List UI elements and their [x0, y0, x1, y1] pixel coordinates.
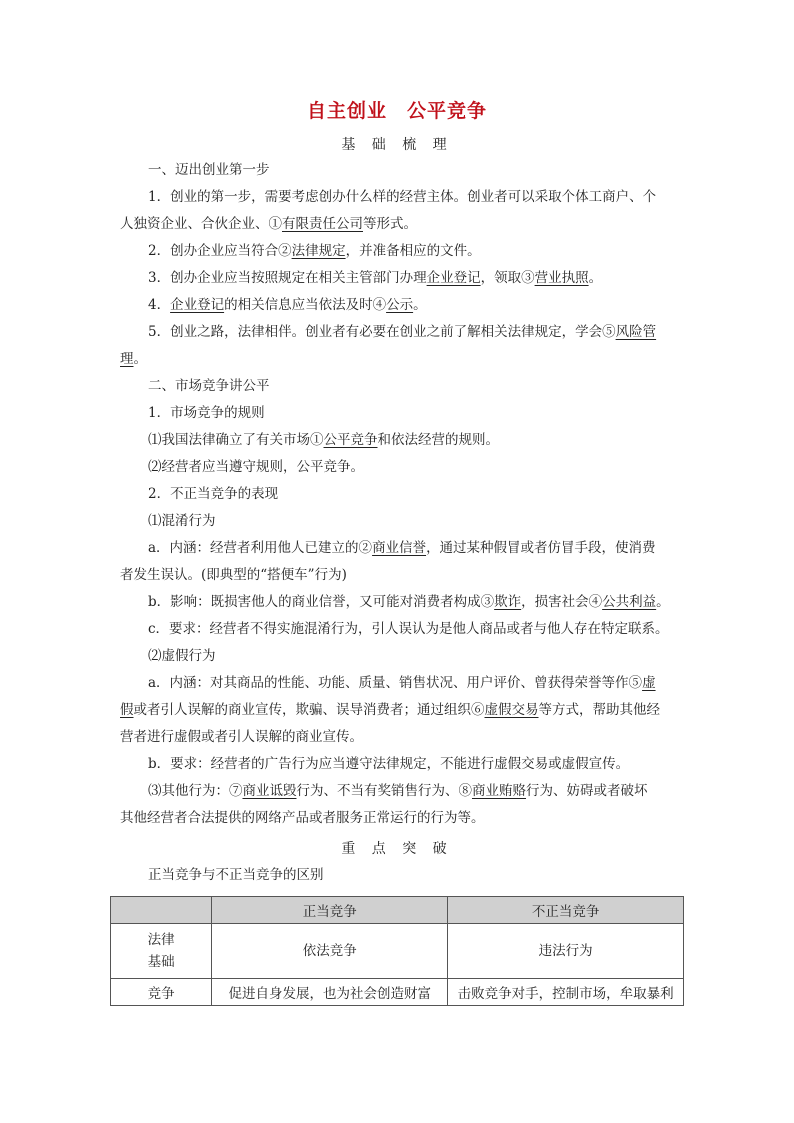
part1-item1-line1: 1．创业的第一步，需要考虑创办什么样的经营主体。创业者可以采取个体工商户、个: [148, 189, 657, 205]
part2-rule2: ⑵经营者应当遵守规则，公平竞争。: [148, 459, 364, 475]
document-title: 自主创业 公平竞争: [306, 100, 487, 122]
answer-blank: 商业贿赂: [472, 783, 526, 799]
table-cell: 依法竞争: [212, 924, 448, 979]
part2-unfair-heading: 2．不正当竞争的表现: [148, 486, 279, 502]
false-definition-line1: a．内涵：对其商品的性能、功能、质量、销售状况、用户评价、曾获得荣誉等作⑤虚: [148, 675, 656, 691]
table-cell: 击败竞争对手，控制市场，牟取暴利: [448, 979, 684, 1006]
answer-blank: 虚: [642, 675, 656, 691]
table-header-cell: 不正当竞争: [448, 897, 684, 924]
part1-item4: 4．企业登记的相关信息应当依法及时④公示。: [148, 297, 427, 313]
answer-blank: 风险管: [615, 324, 657, 340]
confusion-requirement: c．要求：经营者不得实施混淆行为，引人误认为是他人商品或者与他人存在特定联系。: [148, 621, 669, 637]
part2-false-heading: ⑵虚假行为: [148, 648, 216, 664]
answer-blank: 公平竞争: [323, 432, 378, 448]
section-heading-basics: 基 础 梳 理: [341, 137, 453, 153]
table-row: [111, 924, 684, 979]
false-requirement: b．要求：经营者的广告行为应当遵守法律规定，不能进行虚假交易或虚假宣传。: [148, 756, 630, 772]
false-definition-line2: 假或者引人误解的商业宣传，欺骗、误导消费者；通过组织⑥虚假交易等方式，帮助其他经: [120, 702, 660, 718]
other-behaviors-line2: 其他经营者合法提供的网络产品或者服务正常运行的行为等。: [120, 810, 485, 826]
part1-item5-line1: 5．创业之路，法律相伴。创业者有必要在创业之前了解相关法律规定，学会⑤风险管: [148, 324, 657, 340]
section-heading-key-points: 重 点 突 破: [341, 841, 453, 857]
part1-heading: 一、迈出创业第一步: [148, 162, 270, 178]
false-definition-line3: 营者进行虚假或者引人误解的商业宣传。: [120, 729, 363, 745]
table-cell: 违法行为: [448, 924, 684, 979]
table-header-row: [111, 897, 684, 924]
part2-rule1: ⑴我国法律确立了有关市场①公平竞争和依法经营的规则。: [148, 432, 499, 448]
answer-blank: 虚假交易: [484, 702, 539, 718]
confusion-impact: b．影响：既损害他人的商业信誉，又可能对消费者构成③欺诈，损害社会④公共利益。: [148, 594, 670, 610]
part2-rules-heading: 1．市场竞争的规则: [148, 405, 265, 421]
other-behaviors-line1: ⑶其他行为：⑦商业诋毁行为、不当有奖销售行为、⑧商业贿赂行为、妨碍或者破坏: [148, 783, 648, 799]
answer-blank: 欺诈: [494, 594, 522, 610]
part1-item2: 2．创办企业应当符合②法律规定，并准备相应的文件。: [148, 243, 481, 259]
answer-blank: 公共利益: [602, 594, 657, 610]
table-cell: 促进自身发展，也为社会创造财富: [212, 979, 448, 1006]
answer-blank: 商业诋毁: [242, 783, 297, 799]
answer-blank: 营业执照: [534, 270, 589, 286]
table-header-cell: [111, 897, 212, 924]
part1-item1-line2: 人独资企业、合伙企业、①有限责任公司等形式。: [120, 216, 417, 232]
table-row-label: 法律 基础: [111, 924, 212, 979]
table-header-cell: 正当竞争: [212, 897, 448, 924]
table-row-label: 竞争: [111, 979, 212, 1006]
answer-blank: 商业信誉: [372, 540, 427, 556]
answer-blank: 法律规定: [291, 243, 346, 259]
part2-heading: 二、市场竞争讲公平: [148, 378, 270, 394]
part2-confusion-heading: ⑴混淆行为: [148, 513, 216, 529]
part1-item5-line2: 理。: [120, 351, 147, 367]
table-row: [111, 979, 684, 1006]
answer-blank: 公示: [386, 297, 414, 313]
confusion-definition-line2: 者发生误认。(即典型的“搭便车”行为): [120, 567, 347, 583]
answer-blank: 有限责任公司: [282, 216, 363, 232]
comparison-table: [110, 896, 684, 1006]
part1-item3: 3．创办企业应当按照规定在相关主管部门办理企业登记，领取③营业执照。: [148, 270, 603, 286]
confusion-definition-line1: a．内涵：经营者利用他人已建立的②商业信誉，通过某种假冒或者仿冒手段，使消费: [148, 540, 656, 556]
table-caption: 正当竞争与不正当竞争的区别: [148, 867, 324, 883]
